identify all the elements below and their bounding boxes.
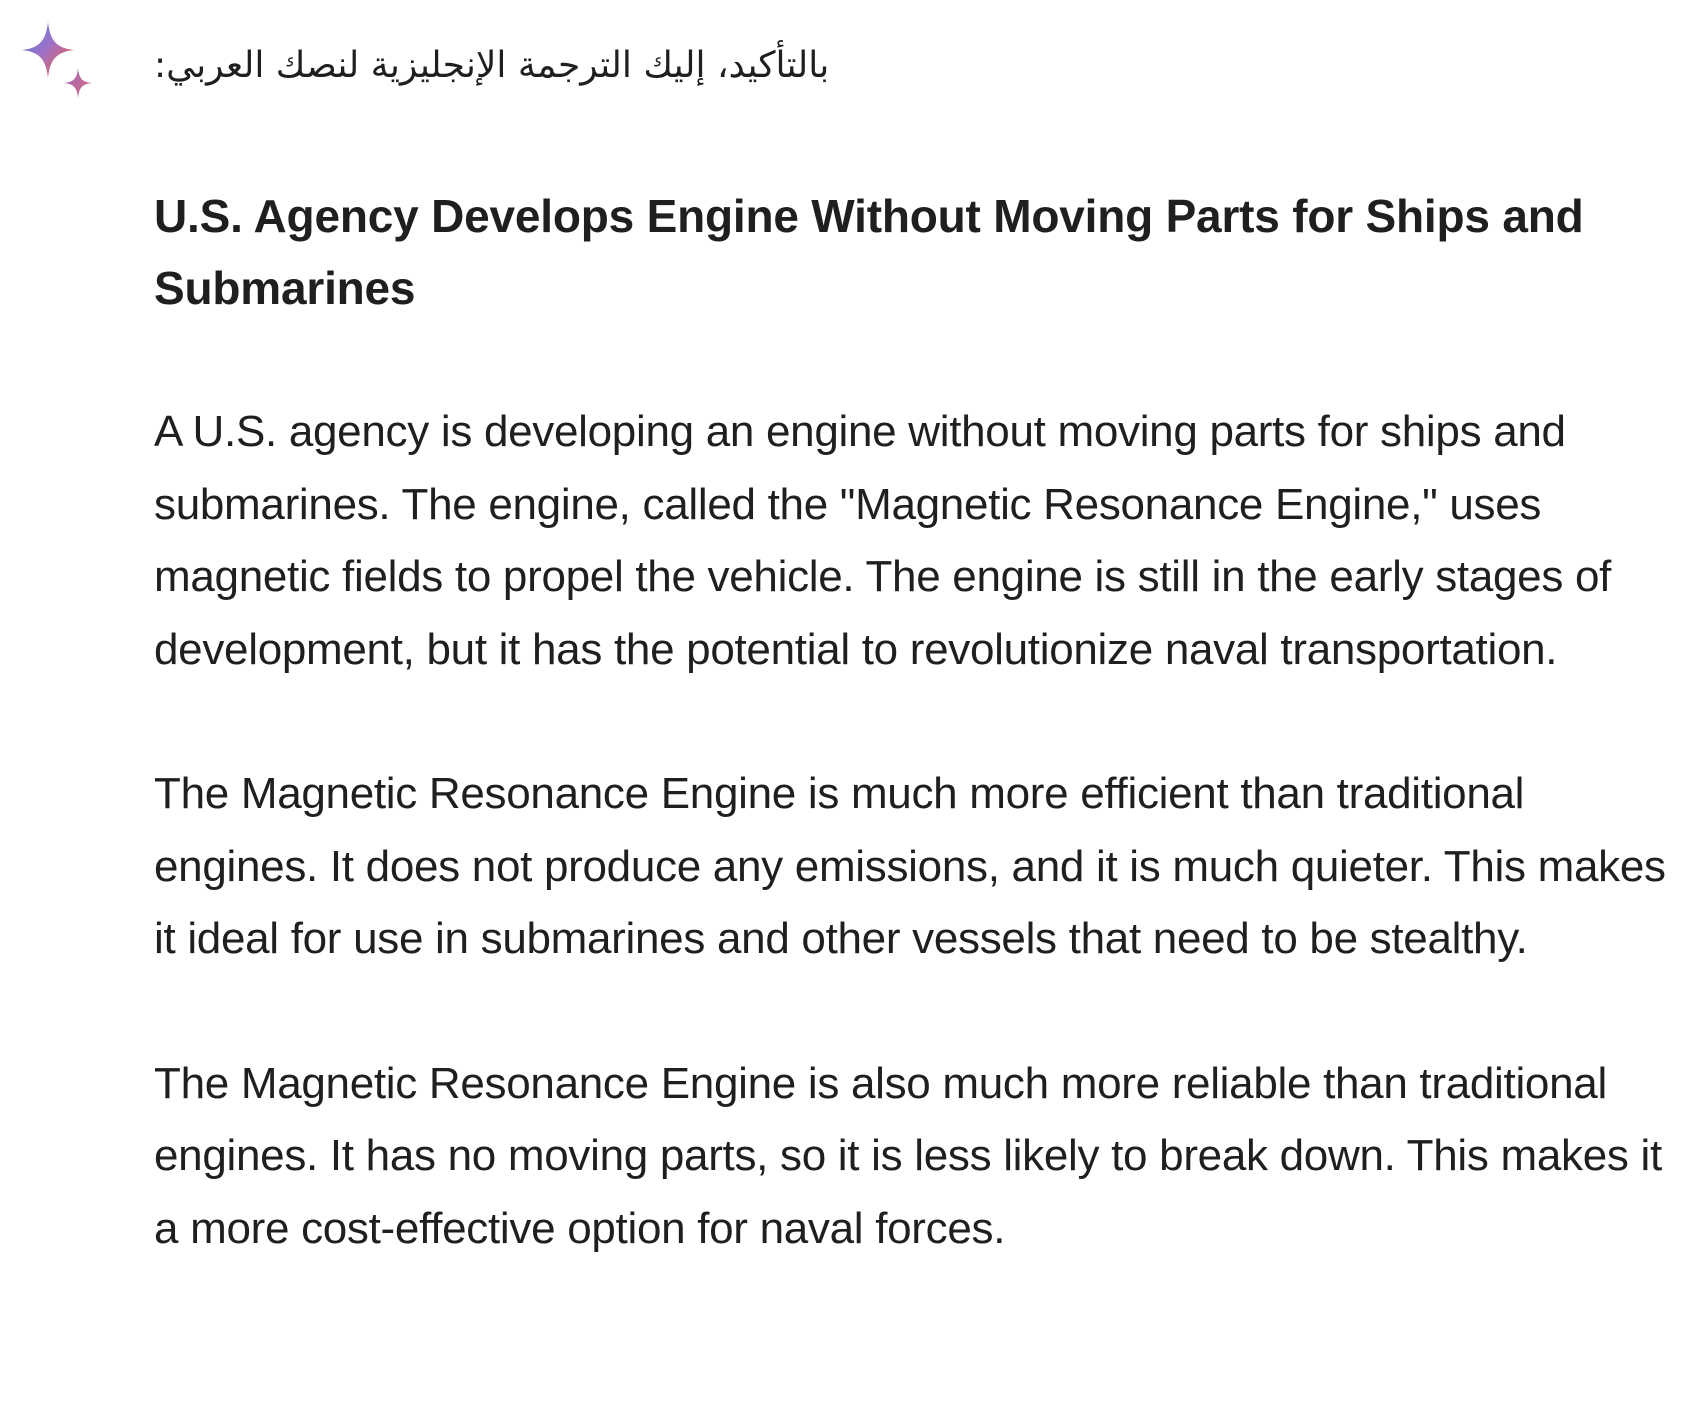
paragraph-1: A U.S. agency is developing an engine without moving parts for ships and submarines. The engine, called the "Magnetic Resonance Engine," uses magnetic fields to propel the vehicle. The engine is still in the early stages of development, but it has the potential to revolutionize naval transportation. bbox=[154, 407, 1612, 674]
paragraph-3: The Magnetic Resonance Engine is also much more reliable than traditional engines. It has no moving parts, so it is less likely to break down. This makes it a more cost-effective option for naval forces. bbox=[154, 1058, 1662, 1253]
article-headline: U.S. Agency Develops Engine Without Moving Parts for Ships and Submarines bbox=[154, 190, 1584, 314]
intro-text: بالتأكيد، إليك الترجمة الإنجليزية لنصك العربي: bbox=[154, 45, 830, 86]
response-content bbox=[154, 30, 1674, 1265]
paragraph-2: The Magnetic Resonance Engine is much more efficient than traditional engines. It does not produce any emissions, and it is much quieter. This makes it ideal for use in submarines and other vessels that need to be stealthy. bbox=[154, 769, 1666, 963]
sparkle-icon bbox=[12, 20, 102, 102]
